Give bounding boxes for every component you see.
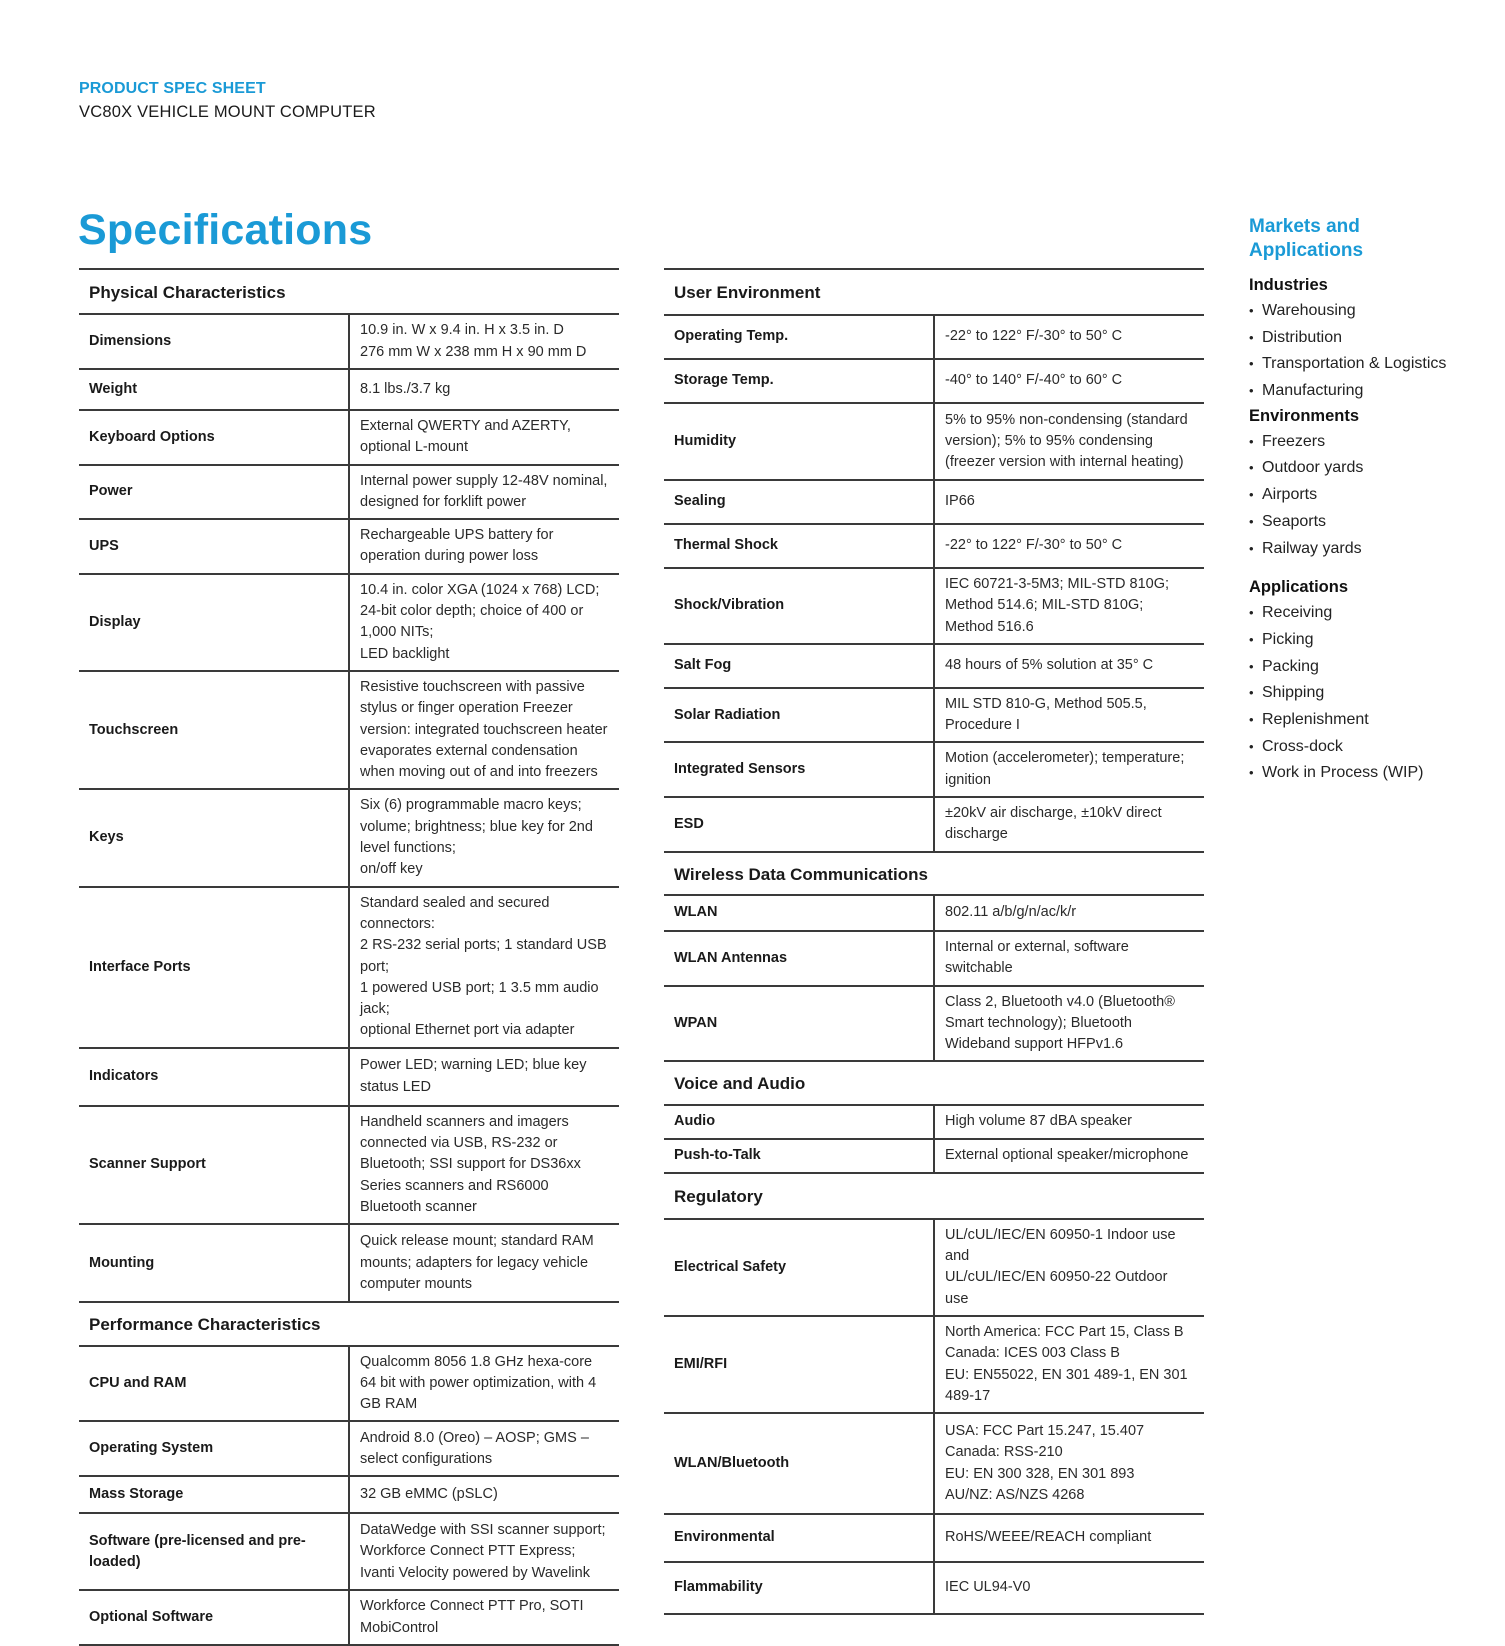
- spec-value-line: -40° to 140° F/-40° to 60° C: [945, 372, 1123, 389]
- spec-value-line: External QWERTY and AZERTY, optional L-mount: [360, 418, 571, 456]
- spec-label: Salt Fog: [664, 644, 934, 688]
- spec-label: Push-to-Talk: [664, 1139, 934, 1173]
- sidebar-heading-environments: Environments: [1249, 406, 1360, 425]
- sidebar-list-item: • Airports: [1249, 481, 1449, 508]
- spec-label: Electrical Safety: [664, 1219, 934, 1316]
- product-name: VC80X VEHICLE MOUNT COMPUTER: [79, 103, 376, 121]
- spec-value-line: IEC 60721-3-5M3; MIL-STD 810G; Method 514.6; MIL-STD 810G; Method 516.6: [945, 576, 1170, 635]
- spec-value-line: UL/cUL/IEC/EN 60950-22 Outdoor use: [945, 1269, 1168, 1307]
- spec-value-line: Canada: ICES 003 Class B: [945, 1345, 1120, 1362]
- spec-label: Operating System: [79, 1421, 349, 1476]
- spec-value: [934, 1105, 1204, 1139]
- sidebar-spacer: [1249, 561, 1449, 575]
- spec-value-line: Rechargeable UPS battery for operation during power loss: [360, 527, 554, 565]
- section-header-regulatory: [664, 1173, 1204, 1219]
- spec-value: [349, 1421, 619, 1476]
- spec-label: WLAN Antennas: [664, 931, 934, 986]
- spec-label: Thermal Shock: [664, 524, 934, 568]
- spec-value-line: 32 GB eMMC (pSLC): [360, 1486, 498, 1503]
- spec-row-environmental: [664, 1514, 1204, 1562]
- spec-row-thermal-shock: [664, 524, 1204, 568]
- spec-value: [349, 465, 619, 520]
- sidebar-groups: [1249, 273, 1449, 786]
- spec-value-line: 8.1 lbs./3.7 kg: [360, 380, 451, 397]
- spec-label: WLAN/Bluetooth: [664, 1413, 934, 1514]
- spec-row-electrical-safety: [664, 1219, 1204, 1316]
- spec-label: ESD: [664, 797, 934, 852]
- spec-value: [934, 895, 1204, 931]
- spec-value-line: RoHS/WEEE/REACH compliant: [945, 1529, 1152, 1546]
- spec-row-emi-rfi: [664, 1316, 1204, 1413]
- spec-table-right: [664, 268, 1204, 1615]
- spec-row-humidity: [664, 403, 1204, 480]
- spec-row-audio: [664, 1105, 1204, 1139]
- spec-value: [349, 1224, 619, 1302]
- spec-value: [349, 369, 619, 410]
- sidebar-list-item: • Packing: [1249, 653, 1449, 680]
- spec-row-interface-ports: [79, 887, 619, 1048]
- spec-label: Mass Storage: [79, 1476, 349, 1513]
- spec-value-line: AU/NZ: AS/NZS 4268: [945, 1486, 1085, 1503]
- spec-value: [934, 1139, 1204, 1173]
- spec-row-ups: [79, 519, 619, 574]
- spec-label: Weight: [79, 369, 349, 410]
- spec-value: [934, 688, 1204, 743]
- spec-row-weight: [79, 369, 619, 410]
- section-title: User Environment: [664, 269, 1204, 315]
- spec-label: UPS: [79, 519, 349, 574]
- sidebar-heading-industries: Industries: [1249, 276, 1328, 294]
- spec-label: Interface Ports: [79, 887, 349, 1048]
- spec-label: Solar Radiation: [664, 688, 934, 743]
- spec-row-optional-software: [79, 1590, 619, 1645]
- spec-value-line: -22° to 122° F/-30° to 50° C: [945, 328, 1123, 345]
- spec-value: [349, 1590, 619, 1645]
- sidebar-list-item: • Outdoor yards: [1249, 454, 1449, 481]
- spec-value: [349, 519, 619, 574]
- spec-value: [934, 986, 1204, 1062]
- spec-label: Integrated Sensors: [664, 742, 934, 797]
- spec-label: Operating Temp.: [664, 315, 934, 359]
- spec-row-display: [79, 574, 619, 671]
- spec-value-line: EU: EN55022, EN 301 489-1, EN 301 489-17: [945, 1366, 1188, 1404]
- spec-label: Audio: [664, 1105, 934, 1139]
- section-header-user-environment: [664, 269, 1204, 315]
- spec-value-line: 802.11 a/b/g/n/ac/k/r: [945, 904, 1077, 921]
- sidebar-list-item: • Receiving: [1249, 599, 1449, 626]
- spec-value-line: 1 powered USB port; 1 3.5 mm audio jack;: [360, 979, 599, 1018]
- spec-value-line: LED backlight: [360, 645, 450, 662]
- spec-value-line: ±20kV air discharge, ±10kV direct discharge: [945, 805, 1162, 843]
- sidebar-list-item: • Work in Process (WIP): [1249, 759, 1449, 786]
- sidebar-list-item: • Manufacturing: [1249, 377, 1449, 404]
- spec-value: [934, 315, 1204, 359]
- spec-value-line: status LED: [360, 1078, 431, 1095]
- section-title: Wireless Data Communications: [664, 852, 1204, 895]
- spec-value: [349, 1513, 619, 1590]
- spec-value-line: EU: EN 300 328, EN 301 893: [945, 1465, 1135, 1482]
- spec-row-power: [79, 465, 619, 520]
- page-title: Specifications: [78, 206, 373, 254]
- spec-value-line: USA: FCC Part 15.247, 15.407: [945, 1423, 1145, 1440]
- spec-value: [349, 1048, 619, 1106]
- spec-row-indicators: [79, 1048, 619, 1106]
- spec-label: Optional Software: [79, 1590, 349, 1645]
- spec-value-line: Power LED; warning LED; blue key: [360, 1057, 587, 1074]
- spec-row-solar-radiation: [664, 688, 1204, 743]
- left-spec-column: [79, 268, 619, 1646]
- spec-value-line: Android 8.0 (Oreo) – AOSP; GMS – select configurations: [360, 1429, 589, 1467]
- spec-row-mounting: [79, 1224, 619, 1302]
- spec-value-line: Motion (accelerometer); temperature; ignition: [945, 750, 1185, 788]
- sidebar-list-item: • Picking: [1249, 626, 1449, 653]
- spec-value-line: Internal power supply 12-48V nominal, designed for forklift power: [360, 472, 608, 510]
- spec-label: Touchscreen: [79, 671, 349, 789]
- spec-row-operating-system: [79, 1421, 619, 1476]
- spec-value-line: Handheld scanners and imagers connected via USB, RS-232 or Bluetooth; SSI support for DS36xx Series scanners and RS6000 Bluetooth scanner: [360, 1113, 581, 1215]
- spec-value-line: UL/cUL/IEC/EN 60950-1 Indoor use and: [945, 1226, 1176, 1265]
- spec-value-line: Qualcomm 8056 1.8 GHz hexa-core 64 bit with power optimization, with 4 GB RAM: [360, 1353, 597, 1413]
- section-header-voice-and-audio: [664, 1061, 1204, 1104]
- spec-row-dimensions: [79, 314, 619, 369]
- sidebar-list-item: • Replenishment: [1249, 706, 1449, 733]
- spec-value: [349, 1106, 619, 1224]
- document-kicker: PRODUCT SPEC SHEET: [79, 80, 266, 97]
- spec-label: WLAN: [664, 895, 934, 931]
- section-header-physical-characteristics: [79, 269, 619, 314]
- spec-label: WPAN: [664, 986, 934, 1062]
- spec-value-line: 276 mm W x 238 mm H x 90 mm D: [360, 343, 587, 360]
- spec-label: Keyboard Options: [79, 410, 349, 465]
- spec-row-wlan-bluetooth: [664, 1413, 1204, 1514]
- section-header-performance-characteristics: [79, 1302, 619, 1345]
- section-title: Performance Characteristics: [79, 1302, 619, 1345]
- spec-row-salt-fog: [664, 644, 1204, 688]
- spec-value-line: Resistive touchscreen with passive stylus or finger operation Freezer version: integrated touchscreen heater evaporates external condensation when moving out of and into freezers: [360, 678, 608, 781]
- spec-row-keys: [79, 789, 619, 886]
- spec-label: Mounting: [79, 1224, 349, 1302]
- sidebar-list-item: • Transportation & Logistics: [1249, 350, 1449, 377]
- spec-value: [349, 410, 619, 465]
- spec-row-keyboard-options: [79, 410, 619, 465]
- spec-row-integrated-sensors: [664, 742, 1204, 797]
- spec-label: Environmental: [664, 1514, 934, 1562]
- spec-row-push-to-talk: [664, 1139, 1204, 1173]
- spec-value: [934, 480, 1204, 524]
- spec-row-cpu-and-ram: [79, 1346, 619, 1422]
- spec-label: Power: [79, 465, 349, 520]
- spec-value: [934, 1219, 1204, 1316]
- spec-value: [934, 1562, 1204, 1614]
- spec-value: [934, 568, 1204, 644]
- sidebar-list: [1249, 599, 1449, 786]
- spec-label: Humidity: [664, 403, 934, 480]
- spec-row-wpan: [664, 986, 1204, 1062]
- spec-row-esd: [664, 797, 1204, 852]
- section-title: Regulatory: [664, 1173, 1204, 1219]
- spec-row-operating-temp: [664, 315, 1204, 359]
- spec-value-line: Workforce Connect PTT Pro, SOTI MobiControl: [360, 1598, 584, 1636]
- spec-value-line: Standard sealed and secured connectors:: [360, 894, 550, 932]
- markets-sidebar: [1249, 215, 1449, 786]
- section-title: Voice and Audio: [664, 1061, 1204, 1104]
- right-spec-column: [664, 268, 1204, 1615]
- spec-row-mass-storage: [79, 1476, 619, 1513]
- sidebar-list-item: • Freezers: [1249, 428, 1449, 455]
- spec-value-line: -22° to 122° F/-30° to 50° C: [945, 537, 1123, 554]
- spec-label: Keys: [79, 789, 349, 886]
- spec-row-wlan-antennas: [664, 931, 1204, 986]
- spec-value: [934, 1413, 1204, 1514]
- spec-label: Indicators: [79, 1048, 349, 1106]
- spec-label: Dimensions: [79, 314, 349, 369]
- sidebar-list-item: • Shipping: [1249, 679, 1449, 706]
- sidebar-list: [1249, 428, 1449, 561]
- spec-row-shock-vibration: [664, 568, 1204, 644]
- spec-value-line: IEC UL94-V0: [945, 1579, 1031, 1596]
- spec-label: Scanner Support: [79, 1106, 349, 1224]
- spec-value-line: External optional speaker/microphone: [945, 1147, 1189, 1164]
- spec-value-line: DataWedge with SSI scanner support; Workforce Connect PTT Express; Ivanti Velocity powered by Wavelink: [360, 1521, 606, 1581]
- spec-value-line: optional Ethernet port via adapter: [360, 1022, 575, 1039]
- spec-row-flammability: [664, 1562, 1204, 1614]
- spec-value-line: 2 RS-232 serial ports; 1 standard USB port;: [360, 937, 607, 975]
- spec-label: Storage Temp.: [664, 359, 934, 403]
- spec-row-software-pre-licensed-and-pre-loaded: [79, 1513, 619, 1590]
- spec-label: EMI/RFI: [664, 1316, 934, 1413]
- spec-row-scanner-support: [79, 1106, 619, 1224]
- spec-label: Shock/Vibration: [664, 568, 934, 644]
- spec-value: [349, 574, 619, 671]
- spec-value: [934, 359, 1204, 403]
- spec-value: [934, 644, 1204, 688]
- spec-value-line: North America: FCC Part 15, Class B: [945, 1323, 1184, 1340]
- spec-value-line: on/off key: [360, 861, 423, 878]
- spec-value: [934, 1316, 1204, 1413]
- sidebar-list: [1249, 297, 1449, 404]
- spec-value: [934, 931, 1204, 986]
- sidebar-list-item: • Railway yards: [1249, 535, 1449, 562]
- sidebar-title: Markets and Applications: [1249, 216, 1364, 261]
- spec-value-line: IP66: [945, 493, 975, 510]
- spec-value: [349, 1476, 619, 1513]
- spec-value-line: 10.4 in. color XGA (1024 x 768) LCD; 24-bit color depth; choice of 400 or 1,000 NITs;: [360, 581, 600, 641]
- spec-value-line: 48 hours of 5% solution at 35° C: [945, 657, 1154, 674]
- spec-value-line: High volume 87 dBA speaker: [945, 1113, 1132, 1130]
- spec-value: [934, 403, 1204, 480]
- spec-label: CPU and RAM: [79, 1346, 349, 1422]
- spec-value: [934, 742, 1204, 797]
- spec-value-line: 10.9 in. W x 9.4 in. H x 3.5 in. D: [360, 322, 564, 339]
- sidebar-list-item: • Seaports: [1249, 508, 1449, 535]
- spec-value-line: Quick release mount; standard RAM mounts; adapters for legacy vehicle computer mounts: [360, 1233, 594, 1292]
- spec-label: Flammability: [664, 1562, 934, 1614]
- sidebar-list-item: • Warehousing: [1249, 297, 1449, 324]
- spec-value-line: Canada: RSS-210: [945, 1444, 1063, 1461]
- spec-value: [349, 887, 619, 1048]
- spec-label: Display: [79, 574, 349, 671]
- sidebar-list-item: • Cross-dock: [1249, 733, 1449, 760]
- spec-value: [349, 671, 619, 789]
- spec-label: Software (pre-licensed and pre-loaded): [79, 1513, 349, 1590]
- spec-value: [934, 1514, 1204, 1562]
- spec-row-sealing: [664, 480, 1204, 524]
- spec-value: [349, 314, 619, 369]
- sidebar-heading-applications: Applications: [1249, 578, 1349, 597]
- spec-value-line: Six (6) programmable macro keys; volume; brightness; blue key for 2nd level functions;: [360, 797, 593, 857]
- spec-value-line: Class 2, Bluetooth v4.0 (Bluetooth® Smart technology); Bluetooth Wideband support HFPv1.6: [945, 993, 1175, 1053]
- spec-value: [349, 789, 619, 886]
- spec-row-touchscreen: [79, 671, 619, 789]
- spec-table-left: [79, 268, 619, 1646]
- spec-row-wlan: [664, 895, 1204, 931]
- spec-label: Sealing: [664, 480, 934, 524]
- spec-value-line: Internal or external, software switchable: [945, 938, 1129, 977]
- spec-row-storage-temp: [664, 359, 1204, 403]
- spec-value: [934, 524, 1204, 568]
- section-title: Physical Characteristics: [79, 269, 619, 314]
- spec-value-line: MIL STD 810-G, Method 505.5, Procedure I: [945, 695, 1147, 734]
- spec-value: [934, 797, 1204, 852]
- spec-value: [349, 1346, 619, 1422]
- sidebar-list-item: • Distribution: [1249, 324, 1449, 351]
- section-header-wireless-data-communications: [664, 852, 1204, 895]
- spec-value-line: 5% to 95% non-condensing (standard version); 5% to 95% condensing (freezer version with internal heating): [945, 411, 1188, 471]
